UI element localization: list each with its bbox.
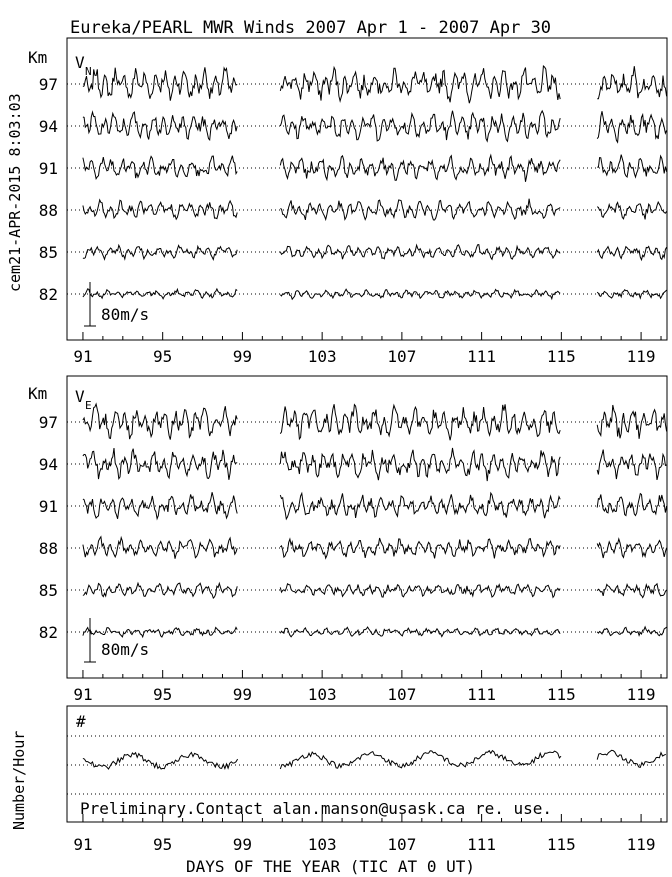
wind-trace-97km-seg0 [83, 67, 237, 100]
count-trace [83, 750, 666, 769]
panel-vn-height-labels [39, 75, 58, 304]
wind-trace-91km-seg2 [597, 494, 666, 516]
x-tick-label: 91 [73, 347, 93, 366]
vn-subscript: N [85, 65, 92, 78]
panel-ve-unit: Km [28, 384, 48, 403]
wind-trace-91km-seg0 [83, 156, 237, 179]
preliminary-note: Preliminary.Contact alan.manson@usask.ca re. use. [80, 799, 553, 818]
wind-trace-91km-seg1 [280, 493, 560, 519]
wind-trace-94km-seg0 [83, 448, 237, 480]
wind-trace-85km-seg1 [280, 245, 560, 260]
panel-ve [28, 376, 667, 704]
x-tick-label: 95 [153, 835, 173, 854]
wind-trace-97km-seg2 [597, 66, 666, 99]
count-trace-seg0 [83, 753, 238, 770]
height-label-91: 91 [38, 497, 58, 516]
wind-trace-85km-seg0 [83, 583, 237, 598]
wind-trace-97km-seg0 [83, 404, 237, 440]
wind-trace-97km-seg1 [280, 404, 560, 440]
height-label-94: 94 [38, 455, 58, 474]
wind-trace-91km-seg1 [280, 155, 560, 182]
chart-title: Eureka/PEARL MWR Winds 2007 Apr 1 - 2007 Apr 30 [70, 18, 552, 38]
panel-vn-unit: Km [28, 48, 48, 67]
x-tick-label: 107 [387, 835, 417, 854]
height-label-91: 91 [38, 159, 58, 178]
x-tick-label: 95 [153, 347, 173, 366]
x-tick-label: 99 [232, 835, 253, 854]
panel-ve-x-axis [73, 670, 661, 704]
panel-vn-vlabel [75, 53, 92, 78]
wind-trace-85km-seg2 [597, 247, 666, 260]
panel-ve-gridlines [67, 422, 667, 632]
panel-ve-vlabel [75, 387, 92, 412]
wind-trace-91km-seg0 [83, 492, 237, 519]
wind-trace-94km-seg1 [280, 111, 560, 142]
x-tick-label: 107 [387, 685, 417, 704]
x-tick-label: 99 [232, 685, 253, 704]
x-tick-label: 103 [307, 835, 337, 854]
wind-trace-82km-seg0 [83, 289, 237, 299]
wind-trace-88km-seg0 [83, 200, 237, 219]
height-label-85: 85 [38, 581, 58, 600]
wind-trace-82km-seg1 [280, 289, 560, 299]
x-tick-label: 103 [307, 347, 337, 366]
panel-vn [28, 38, 667, 366]
x-tick-label: 103 [307, 685, 337, 704]
panel-vn-traces [83, 66, 667, 299]
panel-vn-x-axis [73, 332, 661, 366]
x-tick-label: 99 [232, 347, 253, 366]
x-tick-label: 91 [73, 835, 93, 854]
wind-trace-85km-seg0 [83, 245, 237, 259]
height-label-94: 94 [38, 117, 58, 136]
wind-trace-82km-seg0 [83, 627, 237, 637]
x-tick-label: 111 [467, 347, 497, 366]
x-tick-label: 107 [387, 347, 417, 366]
x-tick-label: 119 [626, 347, 656, 366]
height-label-88: 88 [38, 539, 58, 558]
run-stamp: cem21-APR-2015 8:03:03 [6, 93, 24, 292]
wind-trace-97km-seg1 [280, 66, 560, 103]
count-trace-seg1 [280, 751, 561, 769]
height-label-82: 82 [38, 285, 58, 304]
x-tick-label: 115 [546, 685, 576, 704]
vn-scale-label: 80m/s [101, 305, 150, 324]
wind-trace-88km-seg2 [597, 202, 666, 219]
height-label-82: 82 [38, 623, 58, 642]
ve-v-letter: V [75, 387, 85, 406]
panel-ve-traces [83, 404, 667, 637]
vn-v-letter: V [75, 53, 85, 72]
height-label-88: 88 [38, 201, 58, 220]
panel-vn-scale-bar [84, 282, 149, 326]
x-axis-label: DAYS OF THE YEAR (TIC AT 0 UT) [186, 857, 475, 876]
wind-trace-82km-seg2 [597, 627, 666, 636]
height-label-97: 97 [38, 75, 58, 94]
wind-trace-94km-seg2 [597, 450, 666, 480]
x-tick-label: 119 [626, 685, 656, 704]
panel-ve-height-labels [39, 413, 58, 642]
wind-trace-94km-seg0 [83, 112, 237, 140]
x-tick-label: 95 [153, 685, 173, 704]
wind-trace-94km-seg1 [280, 448, 560, 481]
x-tick-label: 111 [467, 685, 497, 704]
x-tick-label: 115 [546, 347, 576, 366]
panel-vn-gridlines [67, 84, 667, 294]
x-tick-label: 91 [73, 685, 93, 704]
wind-trace-88km-seg1 [280, 538, 560, 558]
wind-trace-85km-seg1 [280, 584, 560, 598]
ve-scale-label: 80m/s [101, 640, 150, 659]
wind-trace-85km-seg2 [597, 584, 666, 598]
x-tick-label: 119 [626, 835, 656, 854]
wind-trace-82km-seg1 [280, 627, 560, 637]
panel-ve-scale-bar [84, 618, 149, 662]
panel-count-x-axis [73, 814, 661, 854]
count-marker: # [76, 712, 86, 731]
height-label-85: 85 [38, 243, 58, 262]
height-label-97: 97 [38, 413, 58, 432]
wind-trace-88km-seg1 [280, 199, 560, 220]
x-tick-label: 111 [467, 835, 497, 854]
panel-count [10, 706, 667, 854]
panel-vn-frame [67, 38, 667, 340]
wind-trace-88km-seg0 [83, 537, 237, 559]
count-ylabel: Number/Hour [10, 730, 28, 830]
wind-trace-91km-seg2 [597, 155, 666, 177]
x-tick-label: 115 [546, 835, 576, 854]
ve-subscript: E [85, 399, 92, 412]
wind-trace-94km-seg2 [597, 111, 666, 142]
